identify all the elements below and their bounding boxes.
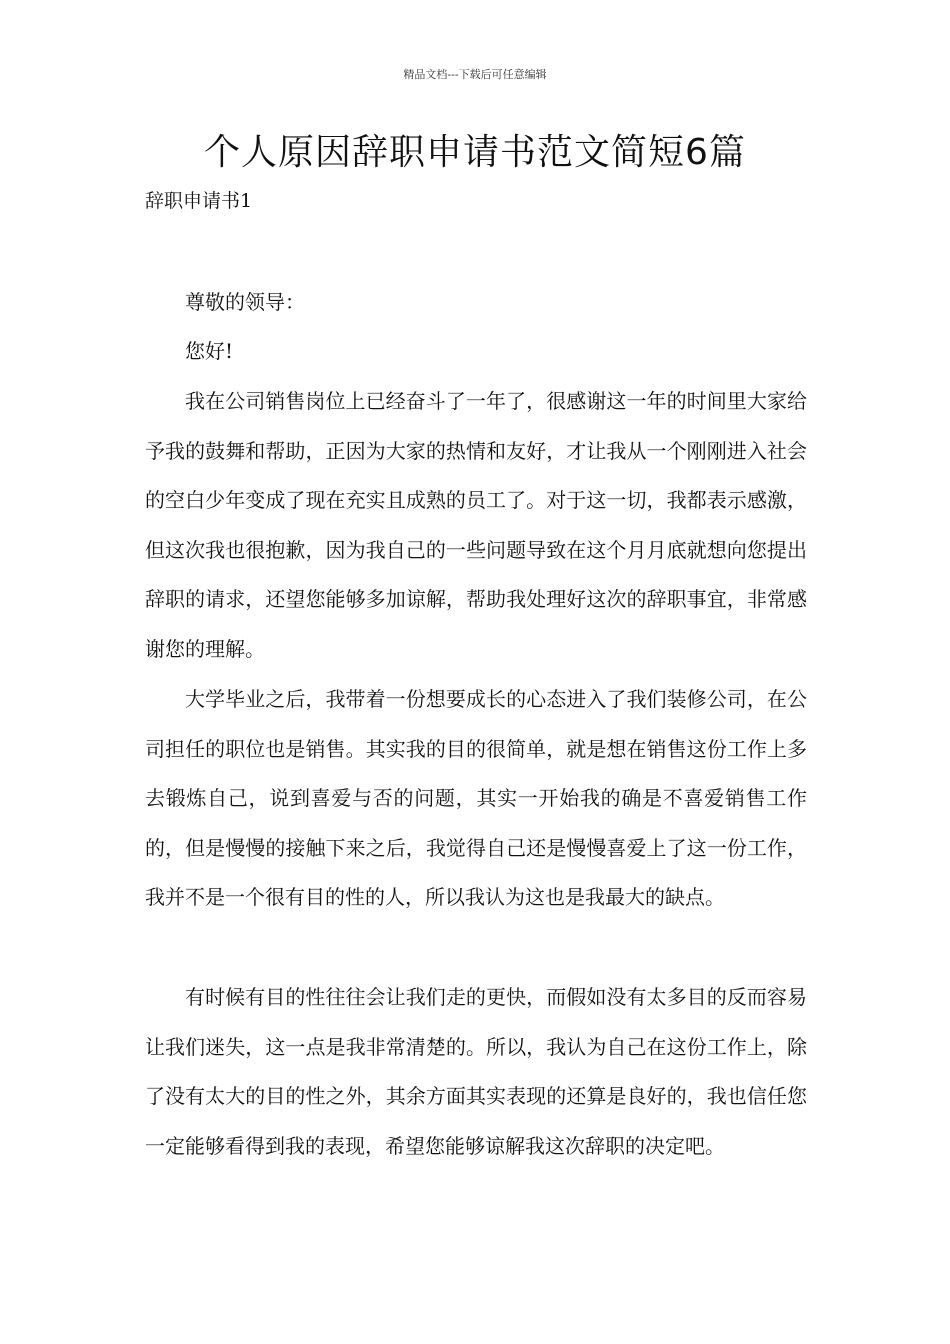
body-paragraph: 大学毕业之后，我带着一份想要成长的心态进入了我们装修公司，在公司担任的职位也是销售。其实我的目的很简单，就是想在销售这份工作上多去锻炼自己，说到喜爱与否的问题，其实一开始我的确是不喜爱销售工作的，但是慢慢的接触下来之后，我觉得自己还是慢慢喜爱上了这一份工作，我并不是一个很有目的性的人，所以我认为这也是我最大的缺点。 [145,687,807,909]
body-paragraph: 我在公司销售岗位上已经奋斗了一年了，很感谢这一年的时间里大家给予我的鼓舞和帮助，正因为大家的热情和友好，才让我从一个刚刚进入社会的空白少年变成了现在充实且成熟的员工了。对于这一切，我都表示感激，但这次我也很抱歉，因为我自己的一些问题导致在这个月月底就想向您提出辞职的请求，还望您能够多加谅解，帮助我处理好这次的辞职事宜，非常感谢您的理解。 [145,389,807,661]
greeting-line: 尊敬的领导： [185,290,305,314]
document-title: 个人原因辞职申请书范文简短6篇 [204,132,746,173]
section-label: 辞职申请书1 [145,190,253,212]
body-paragraph: 有时候有目的性往往会让我们走的更快，而假如没有太多目的反而容易让我们迷失，这一点是我非常清楚的。所以，我认为自己在这份工作上，除了没有太大的目的性之外，其余方面其实表现的还算是良好的，我也信任您一定能够看得到我的表现，希望您能够谅解我这次辞职的决定吧。 [145,985,807,1158]
salutation-line: 您好! [185,339,234,363]
header-note: 精品文档---下载后可任意编辑 [403,68,547,81]
